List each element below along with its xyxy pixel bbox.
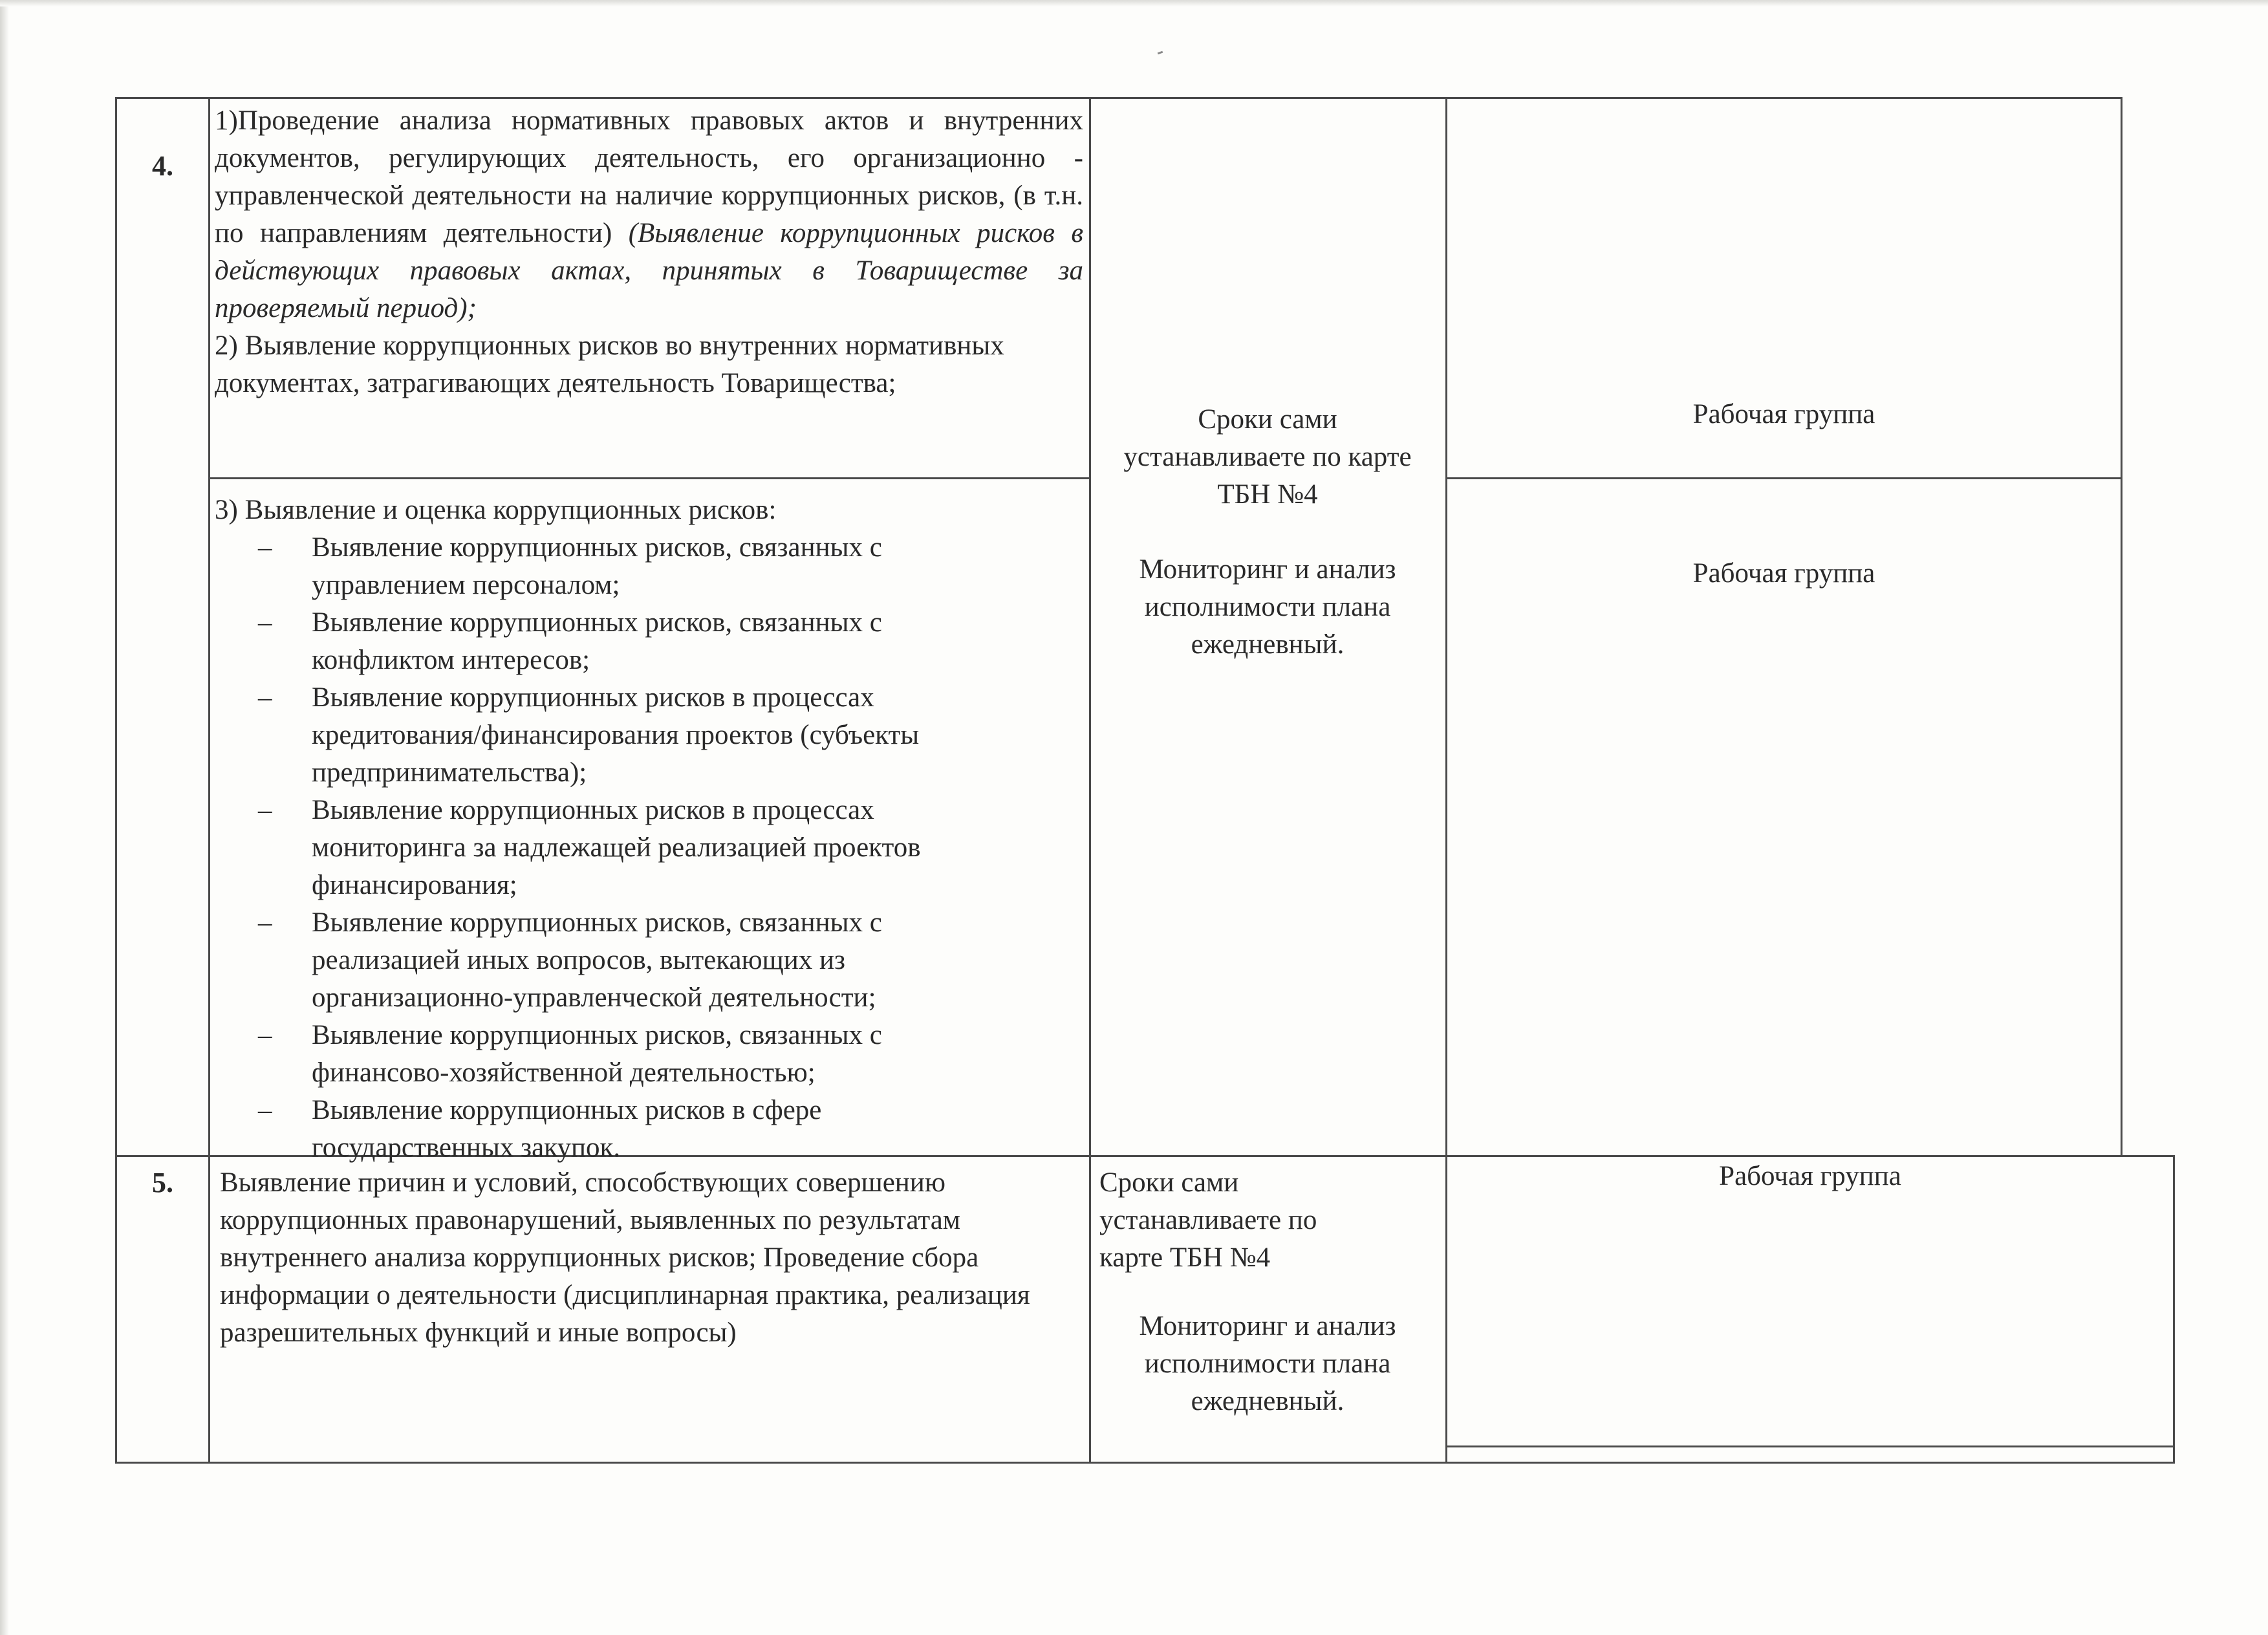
row5-deadline-terms: Сроки сами устанавливаете по карте ТБН №4 bbox=[1099, 1167, 1317, 1273]
table-border-bottom-inner bbox=[1447, 1446, 2175, 1447]
table-border-bottom bbox=[115, 1462, 2175, 1464]
list-item: – Выявление коррупционных рисков, связанных с управлением персоналом; bbox=[312, 529, 1025, 604]
column-divider-2 bbox=[1089, 97, 1091, 1464]
row-number: 4. bbox=[152, 150, 173, 182]
row-divider-actions bbox=[208, 477, 1089, 479]
risk-list bbox=[215, 529, 1083, 1167]
row4-actions-part1 bbox=[215, 102, 1083, 402]
row4-actions-part3 bbox=[215, 492, 1083, 1167]
row4-responsible-2: Рабочая группа bbox=[1692, 558, 1875, 589]
page-edge-shadow-top bbox=[0, 0, 2268, 6]
row-number: 5. bbox=[152, 1167, 173, 1198]
list-item: – Выявление коррупционных рисков, связанных с реализацией иных вопросов, вытекающих из организационно-управленческой деятельности; bbox=[312, 904, 1025, 1017]
row-divider-responsible bbox=[1445, 477, 2122, 479]
row4-action-1-note: (Выявление коррупционных рисков в действующих правовых актах, принятых в Товариществе за проверяемый период); bbox=[215, 218, 1083, 323]
page-edge-shadow bbox=[0, 0, 9, 1635]
row4-deadline-terms: Сроки сами устанавливаете по карте ТБН №4 bbox=[1123, 404, 1412, 510]
row4-responsible-1: Рабочая группа bbox=[1692, 399, 1875, 429]
column-divider-1 bbox=[208, 97, 210, 1464]
row4-deadline bbox=[1112, 401, 1423, 664]
table-border-right-upper bbox=[2121, 97, 2122, 1157]
row4-action-3-intro: 3) Выявление и оценка коррупционных рисков: bbox=[215, 495, 777, 525]
row4-deadline-monitoring: Мониторинг и анализ исполнимости плана ежедневный. bbox=[1139, 554, 1396, 660]
table-border-top bbox=[115, 97, 2122, 99]
list-item: – Выявление коррупционных рисков в процессах мониторинга за надлежащей реализацией проектов финансирования; bbox=[312, 792, 1025, 904]
table-border-right-lower bbox=[2173, 1155, 2175, 1464]
list-item: – Выявление коррупционных рисков в сфере государственных закупок. bbox=[312, 1092, 1025, 1167]
list-item: – Выявление коррупционных рисков, связанных с конфликтом интересов; bbox=[312, 604, 1025, 679]
column-divider-3 bbox=[1445, 97, 1447, 1464]
row4-action-2: 2) Выявление коррупционных рисков во внутренних нормативных документах, затрагивающих деятельность Товарищества; bbox=[215, 330, 1004, 398]
row5-responsible: Рабочая группа bbox=[1719, 1161, 1901, 1191]
list-item: – Выявление коррупционных рисков в процессах кредитования/финансирования проектов (субъекты предпринимательства); bbox=[312, 679, 1025, 792]
list-item: – Выявление коррупционных рисков, связанных с финансово-хозяйственной деятельностью; bbox=[312, 1017, 1025, 1092]
row4-action-1: 1)Проведение анализа нормативных правовых актов и внутренних документов, регулирующих деятельность, его организационно - управленческой деятельности на наличие коррупционных рисков, (в т.н. по направлениям деятельности) bbox=[215, 105, 1083, 248]
row5-actions: Выявление причин и условий, способствующих совершению коррупционных правонарушений, выявленных по результатам внутреннего анализа коррупционных рисков; Проведение сбора информации о деятельности (дисциплинарная практика, реализация разрешительных функций и иные вопросы) bbox=[220, 1167, 1030, 1348]
scan-speck bbox=[1158, 51, 1163, 55]
row5-deadline-monitoring: Мониторинг и анализ исполнимости плана ежедневный. bbox=[1139, 1311, 1396, 1416]
table-border-left bbox=[115, 97, 117, 1464]
